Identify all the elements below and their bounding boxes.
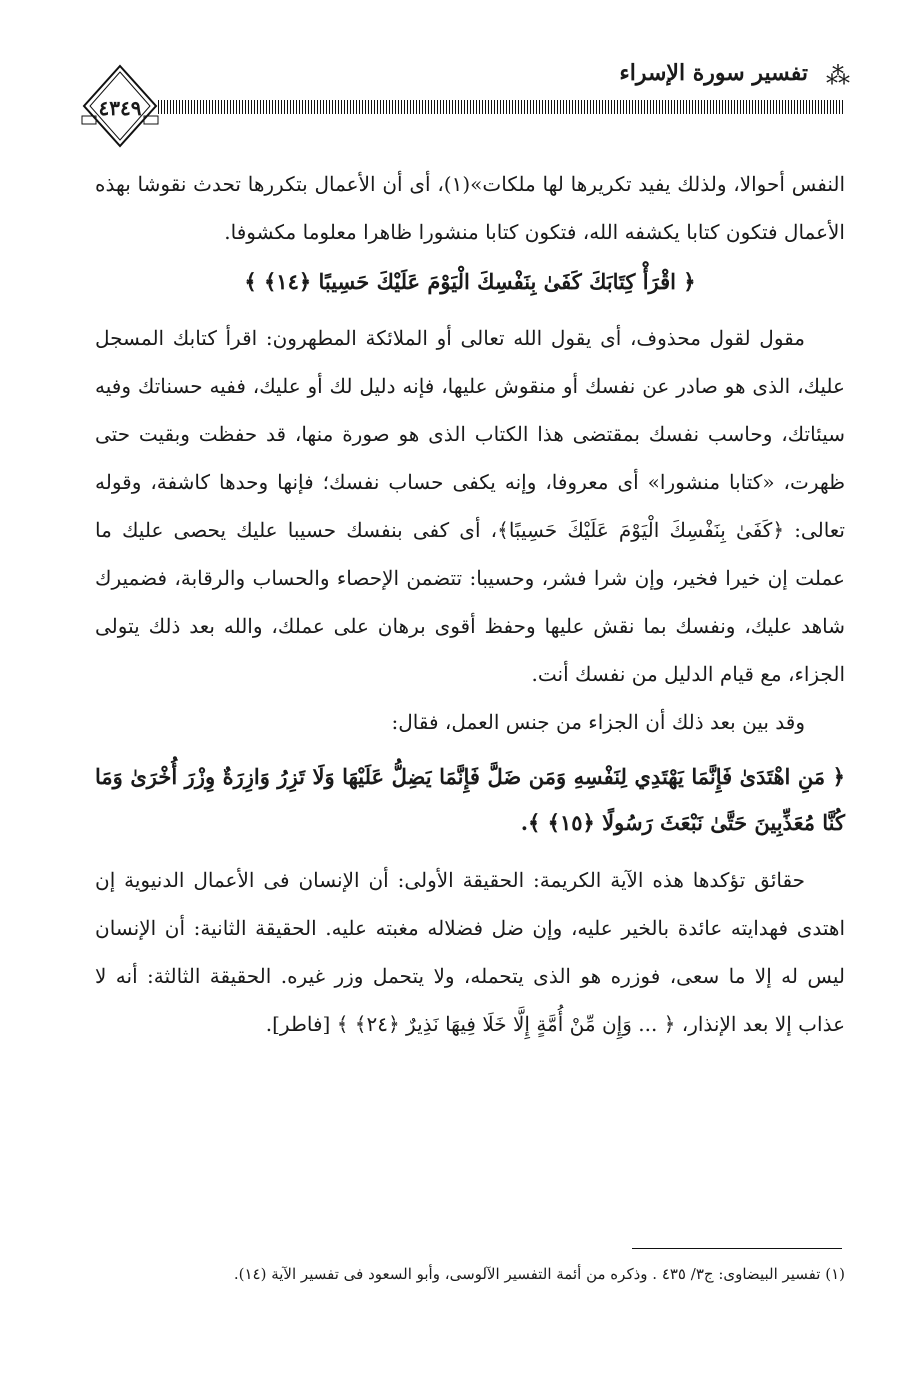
paragraph-1: النفس أحوالا، ولذلك يفيد تكريرها لها ملكات»(١)، أى أن الأعمال بتكررها تحدث نقوشا بهذه الأعمال فتكون كتابا يكشفه الله، فتكون كتابا منشورا ظاهرا معلوما مكشوفا.	[95, 172, 845, 244]
paragraph-4: حقائق تؤكدها هذه الآية الكريمة: الحقيقة الأولى: أن الإنسان فى الأعمال الدنيوية إن اهتدى فهدايته عائدة بالخير عليه، وإن ضل فضلاله مغبته عليه. الحقيقة الثانية: أن الإنسان ليس له إلا ما سعى، فوزره هو الذى يتحمله، ولا يتحمل وزر غيره. الحقيقة الثالثة: أنه لا عذاب إلا بعد الإنذار، ﴿ ... وَإِن مِّنْ أُمَّةٍ إِلَّا خَلَا فِيهَا نَذِيرٌ ﴿٢٤﴾ ﴾ [فاطر].	[95, 868, 845, 1036]
ornament-icon: ⁂	[826, 62, 850, 90]
header-rule	[158, 100, 843, 114]
page-number: ٤٣٤٩	[98, 96, 142, 120]
paragraph-2: مقول لقول محذوف، أى يقول الله تعالى أو الملائكة المطهرون: اقرأ كتابك المسجل عليك، الذى هو صادر عن نفسك أو منقوش عليها، فإنه دليل لك أو عليك، ففيه حسناتك وفيه سيئاتك، وحاسب نفسك بمقتضى هذا الكتاب الذى هو صورة منها، قد حفظت وبقيت حتى ظهرت، «كتابا منشورا» أى معروفا، وإنه يكفى حساب نفسك؛ فإنها وحدها كاشفة، وقوله تعالى: ﴿كَفَىٰ بِنَفْسِكَ الْيَوْمَ عَلَيْكَ حَسِيبًا﴾، أى كفى بنفسك حسيبا عليك يحصى عليك ما عملت إن خيرا فخير، وإن شرا فشر، وحسيبا: تتضمن الإحصاء والحساب والرقابة، فضميرك شاهد عليك، ونفسك بما نقش عليها وحفظ أقوى برهان على عملك، والله بعد ذلك يتولى الجزاء، مع قيام الدليل من نفسك أنت.	[95, 326, 846, 686]
verse-15: ﴿ مَنِ اهْتَدَىٰ فَإِنَّمَا يَهْتَدِي لِنَفْسِهِ وَمَن ضَلَّ فَإِنَّمَا يَضِلُّ عَلَيْهَا وَلَا تَزِرُ وَازِرَةٌ وِزْرَ أُخْرَىٰ وَمَا كُنَّا مُعَذِّبِينَ حَتَّىٰ نَبْعَثَ رَسُولًا ﴿١٥﴾ ﴾.	[95, 764, 845, 835]
main-text	[95, 160, 845, 1048]
footnote-separator	[632, 1248, 842, 1249]
verse-14: ﴿ اقْرَأْ كِتَابَكَ كَفَىٰ بِنَفْسِكَ الْيَوْمَ عَلَيْكَ حَسِيبًا ﴿١٤﴾ ﴾	[244, 269, 696, 294]
paragraph-3: وقد بين بعد ذلك أن الجزاء من جنس العمل، فقال:	[391, 710, 805, 734]
footnote: (١) تفسير البيضاوى: ج٣/ ٤٣٥ . وذكره من أئمة التفسير الآلوسى، وأبو السعود فى تفسير الآية (١٤).	[233, 1265, 845, 1283]
page-title: تفسير سورة الإسراء	[619, 60, 808, 86]
